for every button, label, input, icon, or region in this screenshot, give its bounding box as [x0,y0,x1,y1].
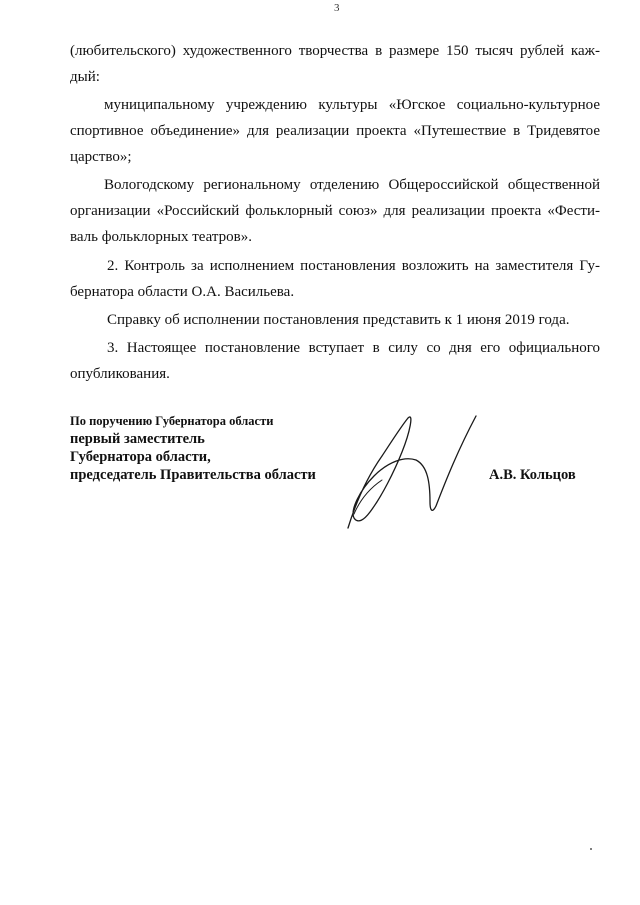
body-line: муниципальному учреждению культуры «Югское социально-культурное [104,97,600,113]
body-line: 2. Контроль за исполнением постановления возложить на заместителя Гу- [107,258,600,274]
body-line: (любительского) художественного творчества в размере 150 тысяч рублей каж- [70,43,600,59]
page-number: 3 [334,2,340,14]
body-line: организации «Российский фольклорный союз» для реализации проекта «Фести- [70,203,600,219]
body-line: спортивное объединение» для реализации проекта «Путешествие в Тридевятое [70,123,600,139]
signer-name: А.В. Кольцов [489,467,576,483]
body-line: царство»; [70,149,132,165]
signature-line-2: первый заместитель [70,431,205,447]
body-line: опубликования. [70,366,170,382]
body-line: Справку об исполнении постановления представить к 1 июня 2019 года. [107,312,570,328]
scan-speck [590,848,592,850]
body-line: валь фольклорных театров». [70,229,252,245]
body-line: бернатора области О.А. Васильева. [70,284,295,300]
signature-line-3: Губернатора области, [70,449,211,465]
signature-line-1: По поручению Губернатора области [70,414,274,428]
body-line: Вологодскому региональному отделению Общероссийской общественной [104,177,600,193]
body-line: дый: [70,69,100,85]
signature-line-4: председатель Правительства области [70,467,316,483]
body-line: 3. Настоящее постановление вступает в силу со дня его официального [107,340,600,356]
handwritten-signature [330,410,500,540]
